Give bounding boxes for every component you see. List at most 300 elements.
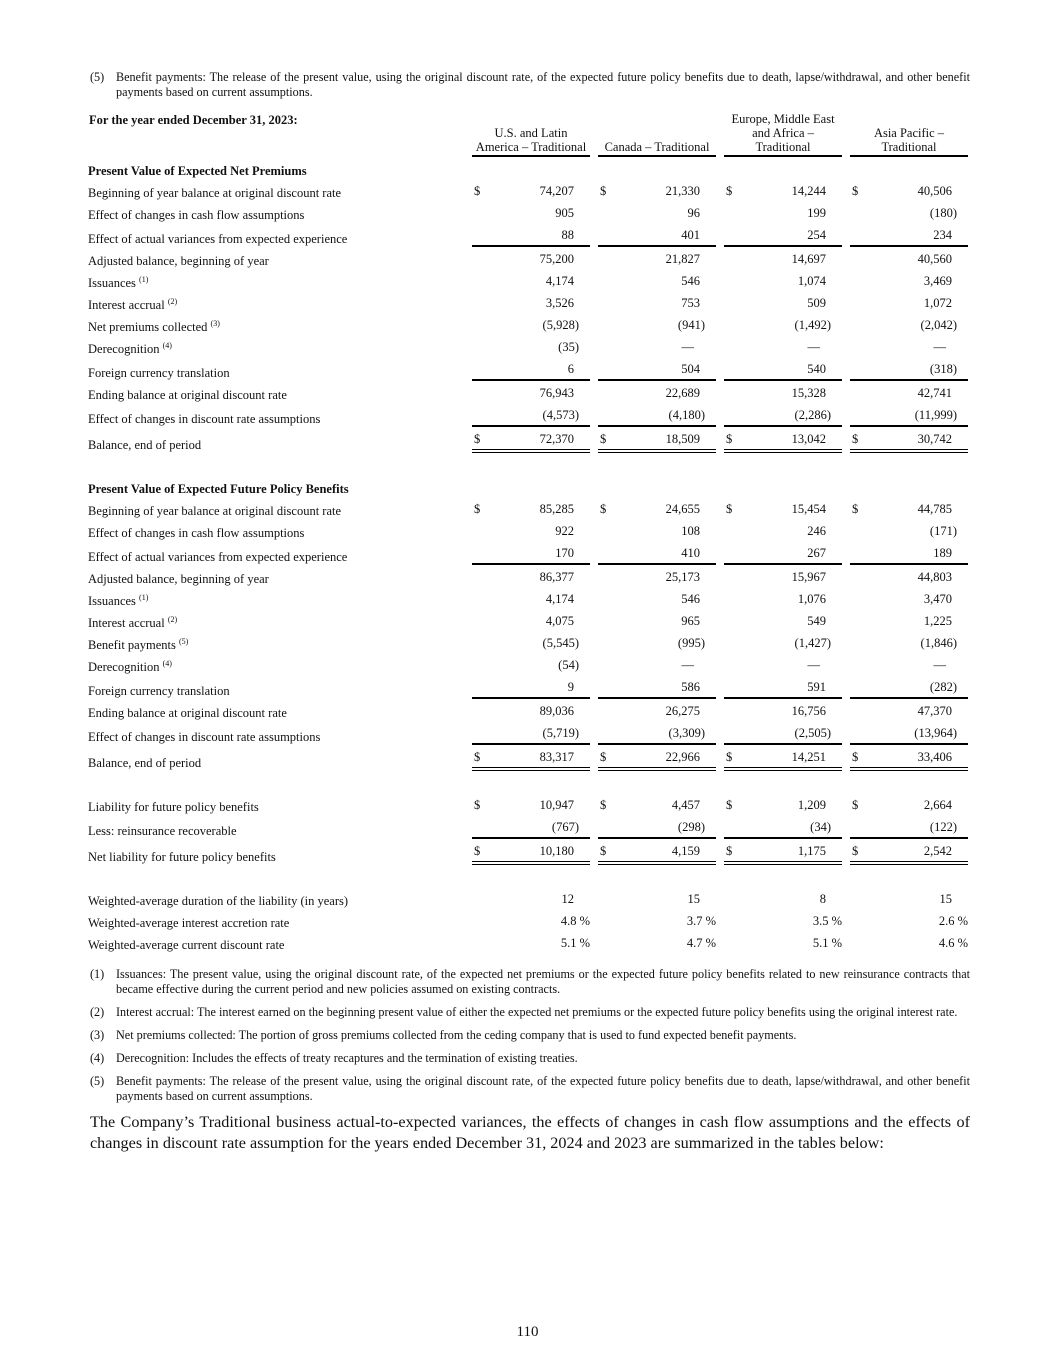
value-cell xyxy=(724,675,842,699)
value: 75,200 xyxy=(539,252,574,266)
table-row xyxy=(88,179,968,201)
column-gap xyxy=(716,631,724,653)
column-gap xyxy=(842,609,850,631)
column-gap xyxy=(842,497,850,519)
footnote xyxy=(90,70,970,100)
value-cell xyxy=(724,223,842,247)
value: 44,803 xyxy=(917,570,952,584)
value: 546 xyxy=(681,592,700,606)
row-label-text: Weighted-average duration of the liability (in years) xyxy=(88,894,349,908)
column-gap xyxy=(842,565,850,587)
row-label xyxy=(88,223,472,247)
footnote xyxy=(90,1051,970,1066)
value-cell xyxy=(598,201,716,223)
value: 83,317 xyxy=(539,750,574,764)
column-gap xyxy=(716,291,724,313)
row-label-text: Effect of changes in discount rate assumptions xyxy=(88,412,321,426)
value: 246 xyxy=(807,524,826,538)
value-cell xyxy=(472,497,590,519)
value-cell xyxy=(472,179,590,201)
value-cell xyxy=(724,815,842,839)
footnote-text: Benefit payments: The release of the present value, using the original discount rate, of the expected future policy benefits due to death, lapse/withdrawal, and other benefit payments based on current assumptions. xyxy=(116,70,970,99)
row-label-text: Balance, end of period xyxy=(88,438,202,452)
value: 44,785 xyxy=(917,502,952,516)
row-label-text: Adjusted balance, beginning of year xyxy=(88,254,269,268)
currency-symbol: $ xyxy=(726,502,733,516)
value: 85,285 xyxy=(539,502,574,516)
row-label xyxy=(88,291,472,313)
value: 21,827 xyxy=(665,252,700,266)
value: 76,943 xyxy=(539,386,574,400)
column-gap xyxy=(590,541,598,565)
column-gap xyxy=(716,887,724,909)
column-gap xyxy=(590,179,598,201)
currency-symbol: $ xyxy=(474,844,481,858)
row-label xyxy=(88,565,472,587)
column-gap xyxy=(842,112,850,157)
row-label-text: Issuances xyxy=(88,276,136,290)
column-gap xyxy=(590,291,598,313)
value-cell xyxy=(598,587,716,609)
value-cell xyxy=(850,223,968,247)
table-row xyxy=(88,335,968,357)
value-cell xyxy=(850,565,968,587)
table-row xyxy=(88,269,968,291)
column-header: Asia Pacific – Traditional xyxy=(850,112,968,157)
value: 18,509 xyxy=(665,432,700,446)
column-gap xyxy=(590,112,598,157)
row-label xyxy=(88,403,472,427)
value-cell xyxy=(850,403,968,427)
value: (54) xyxy=(558,658,579,672)
value-cell xyxy=(850,609,968,631)
value-cell xyxy=(724,381,842,403)
value-cell xyxy=(472,745,590,771)
row-label xyxy=(88,653,472,675)
column-gap xyxy=(716,793,724,815)
value: 22,689 xyxy=(665,386,700,400)
row-label-text: Effect of changes in cash flow assumptions xyxy=(88,208,305,222)
value-cell xyxy=(850,587,968,609)
row-label-text: Effect of changes in cash flow assumptions xyxy=(88,526,305,540)
column-gap xyxy=(590,887,598,909)
value-cell xyxy=(850,313,968,335)
value: 15,328 xyxy=(791,386,826,400)
row-label-text: Effect of changes in discount rate assumptions xyxy=(88,730,321,744)
value: (2,505) xyxy=(794,726,831,740)
column-gap xyxy=(716,587,724,609)
currency-symbol: $ xyxy=(726,432,733,446)
column-gap xyxy=(716,179,724,201)
currency-symbol: $ xyxy=(600,502,607,516)
column-gap xyxy=(716,403,724,427)
column-gap xyxy=(842,357,850,381)
value-cell xyxy=(850,357,968,381)
currency-symbol: $ xyxy=(474,798,481,812)
value-cell xyxy=(598,335,716,357)
row-label-text: Benefit payments xyxy=(88,638,176,652)
value: 40,506 xyxy=(917,184,952,198)
column-gap xyxy=(842,381,850,403)
row-label xyxy=(88,519,472,541)
currency-symbol: $ xyxy=(474,750,481,764)
value-cell xyxy=(724,357,842,381)
row-label-text: Ending balance at original discount rate xyxy=(88,706,287,720)
value-cell xyxy=(850,721,968,745)
value: 96 xyxy=(687,206,700,220)
column-gap xyxy=(590,313,598,335)
column-gap xyxy=(590,815,598,839)
table-row xyxy=(88,247,968,269)
footnote-ref: (2) xyxy=(167,615,178,624)
body-paragraph: The Company’s Traditional business actual-to-expected variances, the effects of changes in cash flow assumptions and the effects of changes in discount rate assumption for the years ended December 31, 2024 and 2023 are summarized in the tables below: xyxy=(90,1113,970,1152)
spacer-cell xyxy=(88,453,472,475)
section-title: Present Value of Expected Net Premiums xyxy=(88,164,307,178)
value-cell xyxy=(472,653,590,675)
row-label-text: Ending balance at original discount rate xyxy=(88,388,287,402)
value-cell xyxy=(598,497,716,519)
value-cell xyxy=(724,931,842,953)
column-gap xyxy=(842,839,850,865)
value-cell xyxy=(850,381,968,403)
value-cell xyxy=(598,721,716,745)
column-gap xyxy=(842,721,850,745)
table-row xyxy=(88,357,968,381)
column-gap xyxy=(590,699,598,721)
row-label-text: Liability for future policy benefits xyxy=(88,800,259,814)
value: 42,741 xyxy=(917,386,952,400)
value: (2,042) xyxy=(920,318,957,332)
currency-symbol: $ xyxy=(852,844,859,858)
top-footnote xyxy=(90,70,970,100)
value: 189 xyxy=(933,546,952,560)
column-gap xyxy=(842,223,850,247)
value-cell xyxy=(472,793,590,815)
footnote-text: Derecognition: Includes the effects of treaty recaptures and the termination of existing treaties. xyxy=(116,1051,578,1065)
currency-symbol: $ xyxy=(726,844,733,858)
spacer-row xyxy=(88,453,968,475)
column-gap xyxy=(716,112,724,157)
value-cell xyxy=(724,291,842,313)
value-cell xyxy=(598,909,716,931)
row-label-text: Less: reinsurance recoverable xyxy=(88,824,237,838)
value-cell xyxy=(850,909,968,931)
value: 1,074 xyxy=(797,274,826,288)
value: — xyxy=(681,340,694,354)
currency-symbol: $ xyxy=(852,432,859,446)
value-cell xyxy=(472,587,590,609)
value-cell xyxy=(598,269,716,291)
footnote-ref: (3) xyxy=(210,319,220,328)
value-cell xyxy=(724,335,842,357)
row-label-text: Beginning of year balance at original discount rate xyxy=(88,186,342,200)
column-gap xyxy=(590,565,598,587)
column-gap xyxy=(842,653,850,675)
row-label-text: Balance, end of period xyxy=(88,756,202,770)
value: 6 xyxy=(567,362,574,376)
value-cell xyxy=(850,745,968,771)
column-gap xyxy=(716,497,724,519)
currency-symbol: $ xyxy=(852,502,859,516)
value: 4,174 xyxy=(545,592,574,606)
value: 24,655 xyxy=(665,502,700,516)
value-cell xyxy=(850,179,968,201)
footnote xyxy=(90,967,970,997)
value: 540 xyxy=(807,362,826,376)
value: (5,545) xyxy=(542,636,579,650)
value-cell xyxy=(472,675,590,699)
value-cell xyxy=(598,653,716,675)
table-row xyxy=(88,519,968,541)
value-cell xyxy=(598,291,716,313)
column-gap xyxy=(590,839,598,865)
value-cell xyxy=(472,631,590,653)
value-cell xyxy=(724,793,842,815)
value: 15 xyxy=(687,892,700,906)
value: 509 xyxy=(807,296,826,310)
value: 10,947 xyxy=(539,798,574,812)
footnote-ref: (1) xyxy=(139,593,149,602)
value-cell xyxy=(598,223,716,247)
value: 9 xyxy=(567,680,574,694)
value: 4.8 % xyxy=(560,914,590,928)
table-row xyxy=(88,653,968,675)
value: 47,370 xyxy=(917,704,952,718)
column-gap xyxy=(590,381,598,403)
value-cell xyxy=(472,291,590,313)
value: 1,225 xyxy=(923,614,952,628)
column-gap xyxy=(716,223,724,247)
value-cell xyxy=(472,699,590,721)
value-cell xyxy=(598,427,716,453)
value: (11,999) xyxy=(914,408,957,422)
row-label-text: Net liability for future policy benefits xyxy=(88,850,276,864)
footnote-ref: (1) xyxy=(139,275,149,284)
value: 4,457 xyxy=(671,798,700,812)
value-cell xyxy=(724,201,842,223)
value: 2,542 xyxy=(923,844,952,858)
column-gap xyxy=(716,541,724,565)
footnote-number: (5) xyxy=(90,1074,105,1088)
row-label xyxy=(88,631,472,653)
value-cell xyxy=(472,247,590,269)
table-row xyxy=(88,565,968,587)
value-cell xyxy=(724,609,842,631)
value: 16,756 xyxy=(791,704,826,718)
currency-symbol: $ xyxy=(852,184,859,198)
value: 14,244 xyxy=(791,184,826,198)
value: 22,966 xyxy=(665,750,700,764)
column-gap xyxy=(716,269,724,291)
value: — xyxy=(681,658,694,672)
currency-symbol: $ xyxy=(726,750,733,764)
value-cell xyxy=(724,887,842,909)
value-cell xyxy=(472,931,590,953)
column-gap xyxy=(716,815,724,839)
value-cell xyxy=(598,631,716,653)
value-cell xyxy=(598,519,716,541)
column-gap xyxy=(590,793,598,815)
row-label-text: Interest accrual xyxy=(88,298,165,312)
table-row xyxy=(88,631,968,653)
footnote-number: (4) xyxy=(90,1051,105,1065)
value: 12 xyxy=(561,892,574,906)
value-cell xyxy=(472,201,590,223)
footnote-number: (2) xyxy=(90,1005,105,1019)
footnote-text: Interest accrual: The interest earned on the beginning present value of either the expected net premiums or the expected future policy benefits using the original interest rate. xyxy=(116,1005,958,1019)
row-label xyxy=(88,201,472,223)
value-cell xyxy=(598,815,716,839)
currency-symbol: $ xyxy=(600,432,607,446)
column-gap xyxy=(842,815,850,839)
currency-symbol: $ xyxy=(474,502,481,516)
value: 21,330 xyxy=(665,184,700,198)
row-label xyxy=(88,179,472,201)
column-gap xyxy=(842,313,850,335)
value-cell xyxy=(850,247,968,269)
column-gap xyxy=(842,675,850,699)
value-cell xyxy=(724,699,842,721)
value: 3,470 xyxy=(923,592,952,606)
value: (3,309) xyxy=(668,726,705,740)
table-row xyxy=(88,313,968,335)
column-gap xyxy=(842,201,850,223)
row-label xyxy=(88,675,472,699)
footnote-number: (3) xyxy=(90,1028,105,1042)
table-row xyxy=(88,403,968,427)
column-gap xyxy=(842,403,850,427)
value-cell xyxy=(724,721,842,745)
value-cell xyxy=(598,403,716,427)
value-cell xyxy=(472,427,590,453)
section-title-row xyxy=(88,157,968,179)
value: 965 xyxy=(681,614,700,628)
table-row xyxy=(88,745,968,771)
value: (5,928) xyxy=(542,318,579,332)
value: (1,846) xyxy=(920,636,957,650)
page-content xyxy=(90,0,970,1154)
value-cell xyxy=(724,497,842,519)
column-gap xyxy=(716,313,724,335)
value: 25,173 xyxy=(665,570,700,584)
value-cell xyxy=(472,887,590,909)
value: (34) xyxy=(810,820,831,834)
value: (2,286) xyxy=(794,408,831,422)
period-label: For the year ended December 31, 2023: xyxy=(89,113,298,127)
value-cell xyxy=(850,631,968,653)
value: 4.6 % xyxy=(938,936,968,950)
column-gap xyxy=(590,721,598,745)
column-gap xyxy=(842,519,850,541)
footnote-text: Benefit payments: The release of the present value, using the original discount rate, of the expected future policy benefits due to death, lapse/withdrawal, and other benefit payments based on current assumptions. xyxy=(116,1074,970,1103)
value: 3,526 xyxy=(545,296,574,310)
value: 504 xyxy=(681,362,700,376)
table-row xyxy=(88,609,968,631)
column-gap xyxy=(716,675,724,699)
row-label xyxy=(88,887,472,909)
table-row xyxy=(88,381,968,403)
table-row xyxy=(88,699,968,721)
value-cell xyxy=(850,675,968,699)
footnote-ref: (4) xyxy=(162,341,172,350)
value: 1,175 xyxy=(797,844,826,858)
value-cell xyxy=(724,587,842,609)
value-cell xyxy=(598,381,716,403)
value: (298) xyxy=(677,820,705,834)
row-label-text: Adjusted balance, beginning of year xyxy=(88,572,269,586)
currency-symbol: $ xyxy=(474,432,481,446)
value-cell xyxy=(472,269,590,291)
value: 2.6 % xyxy=(938,914,968,928)
value: 905 xyxy=(555,206,574,220)
value-cell xyxy=(598,745,716,771)
row-label xyxy=(88,313,472,335)
value-cell xyxy=(472,335,590,357)
value: 267 xyxy=(807,546,826,560)
row-label xyxy=(88,839,472,865)
row-label-text: Net premiums collected xyxy=(88,320,208,334)
column-gap xyxy=(590,631,598,653)
row-label xyxy=(88,815,472,839)
value-cell xyxy=(472,815,590,839)
value: (4,180) xyxy=(668,408,705,422)
value: 14,251 xyxy=(791,750,826,764)
value-cell xyxy=(724,909,842,931)
column-gap xyxy=(716,839,724,865)
value-cell xyxy=(724,179,842,201)
value: (5,719) xyxy=(542,726,579,740)
column-gap xyxy=(716,335,724,357)
value: 753 xyxy=(681,296,700,310)
section-title-row xyxy=(88,475,968,497)
row-label-text: Issuances xyxy=(88,594,136,608)
table-row xyxy=(88,427,968,453)
value-cell xyxy=(724,653,842,675)
row-label xyxy=(88,541,472,565)
column-gap xyxy=(716,699,724,721)
row-label xyxy=(88,247,472,269)
row-label-text: Foreign currency translation xyxy=(88,684,230,698)
value: 13,042 xyxy=(791,432,826,446)
currency-symbol: $ xyxy=(600,184,607,198)
spacer-row xyxy=(88,865,968,887)
column-gap xyxy=(590,403,598,427)
column-gap xyxy=(842,247,850,269)
value-cell xyxy=(472,721,590,745)
value-cell xyxy=(472,313,590,335)
column-gap xyxy=(716,357,724,381)
row-label-text: Weighted-average current discount rate xyxy=(88,938,285,952)
value-cell xyxy=(850,653,968,675)
currency-symbol: $ xyxy=(600,798,607,812)
spacer-row xyxy=(88,771,968,793)
value: (941) xyxy=(677,318,705,332)
value-cell xyxy=(850,497,968,519)
value-cell xyxy=(598,931,716,953)
column-gap xyxy=(590,675,598,699)
row-label xyxy=(88,909,472,931)
column-gap xyxy=(716,653,724,675)
row-label xyxy=(88,745,472,771)
value-cell xyxy=(472,403,590,427)
value: 170 xyxy=(555,546,574,560)
value: 88 xyxy=(561,228,574,242)
footnote-ref: (2) xyxy=(167,297,178,306)
value-cell xyxy=(472,609,590,631)
column-gap xyxy=(590,357,598,381)
value: 410 xyxy=(681,546,700,560)
value: 89,036 xyxy=(539,704,574,718)
